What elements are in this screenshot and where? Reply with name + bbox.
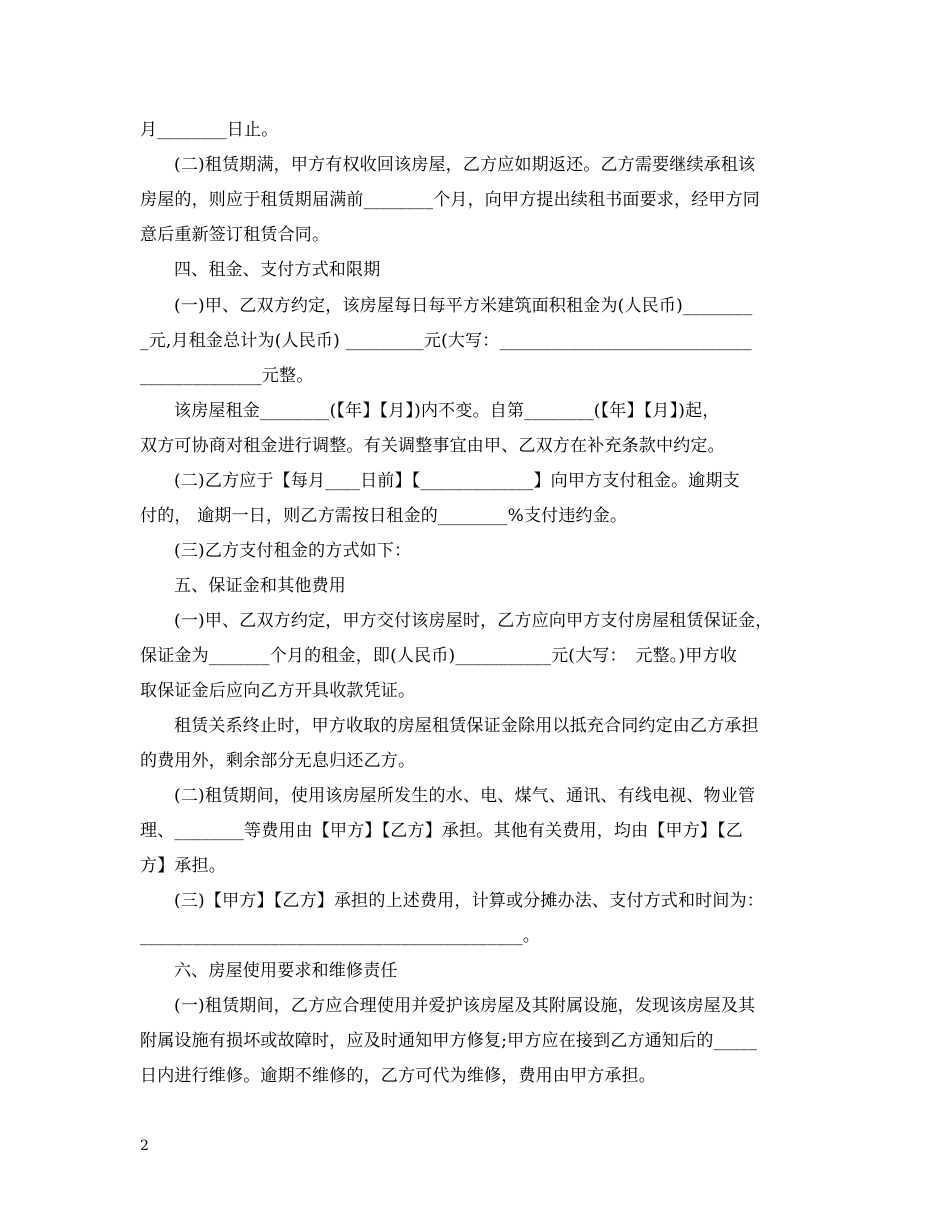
text-line: ____________________________________________。 [140, 926, 540, 946]
text-line: 保证金为_______个月的租金，即(人民币)___________元(大写： 元整。)甲方收 [140, 646, 737, 666]
text-line: 日内进行维修。逾期不维修的，乙方可代为维修，费用由甲方承担。 [140, 1066, 656, 1086]
section-heading: 五、保证金和其他费用 [174, 576, 346, 596]
text-line: 意后重新签订租赁合同。 [140, 225, 330, 245]
section-heading: 六、房屋使用要求和维修责任 [174, 961, 398, 981]
text-line: (三)乙方支付租金的方式如下： [174, 541, 412, 561]
text-line: (三)【甲方】【乙方】承担的上述费用，计算或分摊办法、支付方式和时间为： [174, 891, 764, 911]
text-line: 租赁关系终止时，甲方收取的房屋租赁保证金除用以抵充合同约定由乙方承担 [174, 716, 759, 736]
text-line: 该房屋租金________(【年】【月】)内不变。自第________(【年】【月】)起， [174, 401, 720, 421]
text-line: (一)甲、乙双方约定，该房屋每日每平方米建筑面积租金为(人民币)________ [174, 296, 753, 316]
section-heading: 四、租金、支付方式和限期 [174, 260, 381, 280]
text-line: _元,月租金总计为(人民币) _________元(大写：_____________________________ [140, 331, 752, 351]
text-line: (一)甲、乙双方约定，甲方交付该房屋时，乙方应向甲方支付房屋租赁保证金， [174, 611, 773, 631]
text-line: ______________元整。 [140, 366, 314, 386]
text-line: (二)租赁期满，甲方有权收回该房屋，乙方应如期返还。乙方需要继续承租该 [174, 155, 756, 175]
text-line: 方】承担。 [140, 856, 226, 876]
text-line: (二)乙方应于【每月____日前】【_____________】向甲方支付租金。逾期支 [174, 471, 740, 491]
text-line: 月________日止。 [140, 120, 279, 140]
text-line: 双方可协商对租金进行调整。有关调整事宜由甲、乙双方在补充条款中约定。 [140, 436, 725, 456]
text-line: (二)租赁期间，使用该房屋所发生的水、电、煤气、通讯、有线电视、物业管 [174, 786, 756, 806]
text-line: 附属设施有损坏或故障时，应及时通知甲方修复;甲方应在接到乙方通知后的_____ [140, 1031, 758, 1051]
text-line: (一)租赁期间，乙方应合理使用并爱护该房屋及其附属设施，发现该房屋及其 [174, 996, 756, 1016]
text-line: 的费用外，剩余部分无息归还乙方。 [140, 751, 416, 771]
text-line: 付的， 逾期一日，则乙方需按日租金的________%支付违约金。 [140, 506, 628, 526]
text-line: 房屋的，则应于租赁期届满前________个月，向甲方提出续租书面要求，经甲方同 [140, 190, 760, 210]
page-number: 2 [140, 1138, 149, 1154]
text-line: 取保证金后应向乙方开具收款凭证。 [140, 681, 416, 701]
text-line: 理、________等费用由【甲方】【乙方】承担。其他有关费用，均由【甲方】【乙 [140, 821, 743, 841]
